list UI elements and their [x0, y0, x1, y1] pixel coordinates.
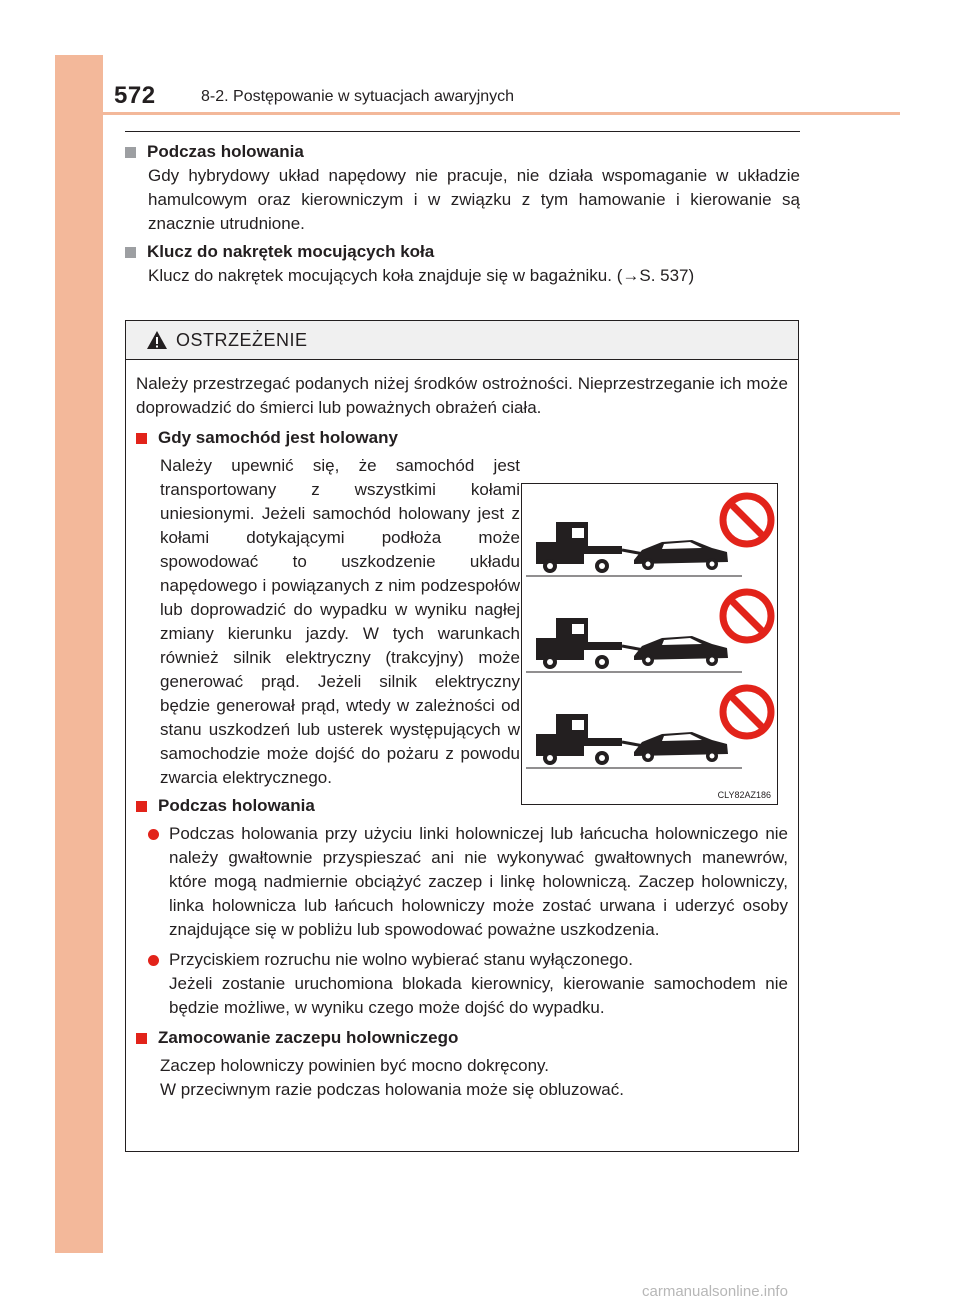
section-title: 8-2. Postępowanie w sytuacjach awaryjnych: [201, 88, 515, 105]
section-heading-towing: Podczas holowania: [125, 140, 800, 164]
warning-text-hook: Zaczep holowniczy powinien być mocno dokręcony. W przeciwnym razie podczas holowania może się obluzować.: [160, 1056, 624, 1099]
header-bar: [103, 112, 900, 115]
towing-illustration: [521, 483, 778, 805]
page-number: 572: [114, 82, 156, 109]
warning-bullet-start-button: Przyciskiem rozruchu nie wolno wybierać stanu wyłączonego. Jeżeli zostanie uruchomiona blokada kierownicy, kierowanie samochodem nie będzie możliwe, w wyniku czego może dojść do wypadku.: [136, 948, 788, 1020]
gray-square-icon: [125, 147, 136, 158]
warning-heading-during-towing: Podczas holowania: [136, 794, 788, 818]
main-content: [125, 140, 800, 288]
red-dot-icon: [148, 829, 159, 840]
red-square-icon: [136, 1033, 147, 1044]
warning-box: [125, 320, 799, 1152]
towing-prohibited-icon: [522, 484, 777, 784]
figure-code: CLY82AZ186: [717, 790, 771, 800]
red-dot-icon: [148, 955, 159, 966]
section-text-towing: Gdy hybrydowy układ napędowy nie pracuje, nie działa wspomaganie w układzie hamulcowym oraz kierowniczym i w związku z tym hamowanie i kierowanie są znacznie utrudnione.: [148, 166, 800, 233]
side-tab: [55, 55, 103, 1253]
warning-header: [126, 321, 798, 360]
section-heading-wrench: Klucz do nakrętek mocujących koła: [125, 240, 800, 264]
red-square-icon: [136, 433, 147, 444]
warning-heading-towed: Gdy samochód jest holowany: [136, 426, 788, 450]
gray-square-icon: [125, 247, 136, 258]
warning-title: OSTRZEŻENIE: [176, 329, 308, 350]
section-text-wrench: Klucz do nakrętek mocujących koła znajduje się w bagażniku. (→S. 537): [148, 266, 695, 285]
watermark: carmanualsonline.info: [642, 1283, 788, 1300]
warning-icon: [146, 330, 168, 350]
red-square-icon: [136, 801, 147, 812]
warning-heading-hook: Zamocowanie zaczepu holowniczego: [136, 1026, 788, 1050]
header-rule: [125, 131, 800, 132]
warning-text-towed: Należy upewnić się, że samochód jest transportowany z wszystkimi kołami uniesionymi. Jeżeli samochód holowany jest z kołami dotykającymi podłoża może spowodować to uszkodzenie układu napędowego i powiązanych z nim podzespołów lub doprowadzić do wypadku w wyniku nagłej zmiany kierunku jazdy. W tych warunkach również silnik elektryczny (trakcyjny) może generować prąd. Jeżeli silnik elektryczny będzie generował prąd, wtedy w zależności od stanu uszkodzeń lub usterek występujących w samochodzie może dojść do pożaru z powodu zwarcia elektrycznego.: [160, 456, 520, 787]
warning-intro: Należy przestrzegać podanych niżej środków ostrożności. Nieprzestrzeganie ich może doprowadzić do śmierci lub poważnych obrażeń ciała.: [136, 374, 788, 417]
warning-bullet-rope: Podczas holowania przy użyciu linki holowniczej lub łańcucha holowniczego nie należy gwałtownie przyspieszać ani nie wykonywać gwałtownych manewrów, które mogą nadmiernie obciążyć zaczep i linkę holowniczą. Zaczep holowniczy, linka holownicza lub łańcuch holowniczy może zostać urwana i uderzyć osoby znajdujące się w pobliżu lub spowodować poważne uszkodzenia.: [136, 822, 788, 942]
